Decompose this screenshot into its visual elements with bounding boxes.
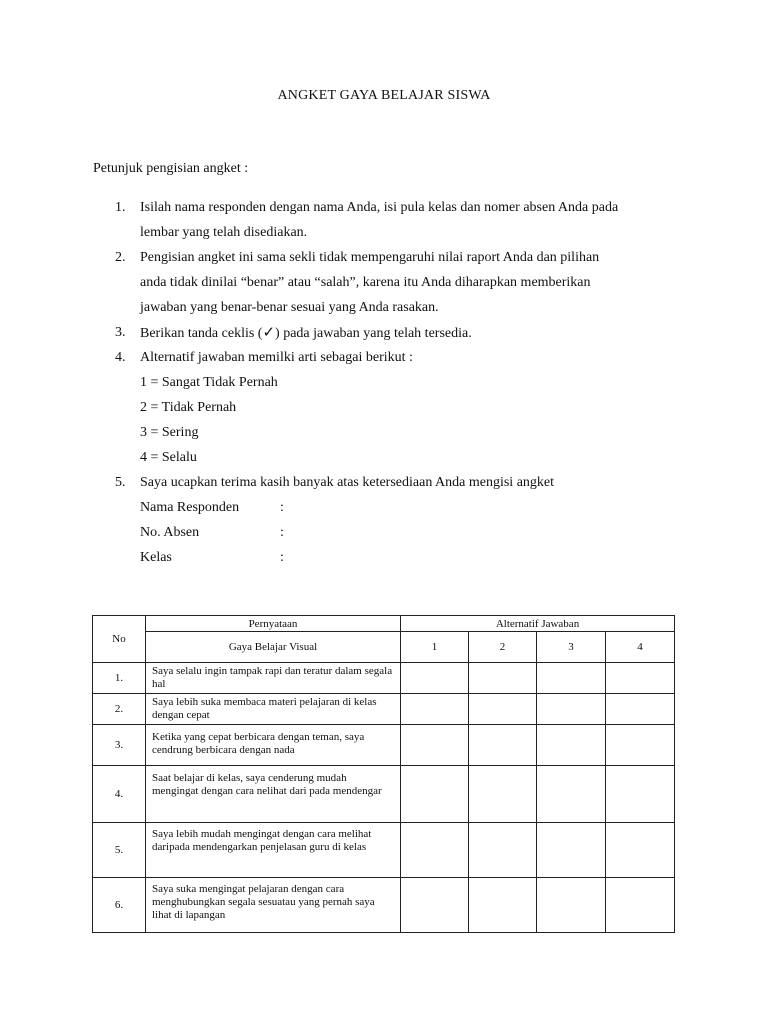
answer-cell-2[interactable] bbox=[469, 766, 537, 823]
instruction-text-before: Berikan tanda ceklis ( bbox=[140, 326, 263, 341]
answer-cell-1[interactable] bbox=[401, 766, 469, 823]
class-field[interactable] bbox=[140, 545, 693, 570]
row-number: 1. bbox=[93, 663, 146, 694]
instruction-list bbox=[93, 195, 693, 570]
answer-cell-4[interactable] bbox=[606, 725, 675, 766]
instruction-number: 3. bbox=[115, 325, 126, 340]
instruction-text: jawaban yang benar-benar sesuai yang Anda rasakan. bbox=[140, 300, 439, 315]
answer-option: 1 = Sangat Tidak Pernah bbox=[140, 375, 278, 390]
statement-column-header: Pernyataan bbox=[146, 616, 401, 632]
instruction-text: lembar yang telah disediakan. bbox=[140, 225, 308, 240]
statement-text: Saya selalu ingin tampak rapi dan teratur dalam segala hal bbox=[146, 663, 401, 694]
statement-text: Saya lebih suka membaca materi pelajaran di kelas dengan cepat bbox=[146, 694, 401, 725]
statement-text: Saat belajar di kelas, saya cenderung mudah mengingat dengan cara nelihat dari pada mendengar bbox=[146, 766, 401, 823]
instruction-text: Saya ucapkan terima kasih banyak atas ketersediaan Anda mengisi angket bbox=[140, 475, 555, 490]
answer-option: 4 = Selalu bbox=[140, 450, 197, 465]
scale-header-3: 3 bbox=[537, 632, 606, 663]
field-separator: : bbox=[280, 500, 284, 515]
instruction-item bbox=[93, 245, 693, 320]
respondent-name-field[interactable] bbox=[140, 495, 693, 520]
answer-cell-2[interactable] bbox=[469, 663, 537, 694]
answer-cell-2[interactable] bbox=[469, 694, 537, 725]
table-row bbox=[93, 694, 675, 725]
instruction-text: anda tidak dinilai “benar” atau “salah”, karena itu Anda diharapkan memberikan bbox=[140, 275, 591, 290]
field-label: No. Absen bbox=[140, 525, 200, 540]
row-number: 3. bbox=[93, 725, 146, 766]
answer-cell-2[interactable] bbox=[469, 878, 537, 933]
checkmark-icon: ✓ bbox=[262, 323, 276, 341]
statement-text: Ketika yang cepat berbicara dengan teman, saya cendrung berbicara dengan nada bbox=[146, 725, 401, 766]
instructions-intro: Petunjuk pengisian angket : bbox=[93, 161, 249, 176]
row-number: 2. bbox=[93, 694, 146, 725]
instruction-item bbox=[93, 320, 693, 345]
questionnaire-table bbox=[92, 615, 675, 933]
instruction-number: 4. bbox=[115, 350, 126, 365]
answer-cell-3[interactable] bbox=[537, 823, 606, 878]
scale-header-4: 4 bbox=[606, 632, 675, 663]
instruction-number: 1. bbox=[115, 200, 126, 215]
row-number: 4. bbox=[93, 766, 146, 823]
instruction-text bbox=[140, 320, 693, 345]
instruction-text: Pengisian angket ini sama sekli tidak mempengaruhi nilai raport Anda dan pilihan bbox=[140, 250, 600, 265]
instruction-item bbox=[93, 470, 693, 570]
answer-cell-3[interactable] bbox=[537, 878, 606, 933]
table-row bbox=[93, 725, 675, 766]
document-title: ANGKET GAYA BELAJAR SISWA bbox=[277, 88, 491, 103]
field-label: Nama Responden bbox=[140, 500, 240, 515]
instruction-text-after: ) pada jawaban yang telah tersedia. bbox=[275, 326, 472, 341]
answer-column-header: Alternatif Jawaban bbox=[401, 616, 675, 632]
field-separator: : bbox=[280, 525, 284, 540]
instruction-item bbox=[93, 345, 693, 470]
answer-cell-1[interactable] bbox=[401, 725, 469, 766]
table-row bbox=[93, 823, 675, 878]
scale-header-1: 1 bbox=[401, 632, 469, 663]
answer-cell-1[interactable] bbox=[401, 694, 469, 725]
instruction-number: 2. bbox=[115, 250, 126, 265]
instruction-text: Alternatif jawaban memilki arti sebagai berikut : bbox=[140, 350, 413, 365]
answer-cell-4[interactable] bbox=[606, 766, 675, 823]
instruction-number: 5. bbox=[115, 475, 126, 490]
statement-text: Saya lebih mudah mengingat dengan cara melihat daripada mendengarkan penjelasan guru di kelas bbox=[146, 823, 401, 878]
row-number: 5. bbox=[93, 823, 146, 878]
instruction-text: Isilah nama responden dengan nama Anda, isi pula kelas dan nomer absen Anda pada bbox=[140, 200, 619, 215]
table-row bbox=[93, 663, 675, 694]
table-row bbox=[93, 766, 675, 823]
answer-cell-3[interactable] bbox=[537, 663, 606, 694]
row-number: 6. bbox=[93, 878, 146, 933]
answer-cell-4[interactable] bbox=[606, 878, 675, 933]
answer-cell-2[interactable] bbox=[469, 725, 537, 766]
answer-cell-3[interactable] bbox=[537, 725, 606, 766]
instruction-item bbox=[93, 195, 693, 245]
field-label: Kelas bbox=[140, 550, 172, 565]
field-separator: : bbox=[280, 550, 284, 565]
no-column-header: No bbox=[93, 616, 146, 663]
scale-header-2: 2 bbox=[469, 632, 537, 663]
statement-text: Saya suka mengingat pelajaran dengan cara menghubungkan segala sesuatau yang pernah saya lihat di lapangan bbox=[146, 878, 401, 933]
answer-option: 2 = Tidak Pernah bbox=[140, 400, 237, 415]
answer-cell-2[interactable] bbox=[469, 823, 537, 878]
answer-cell-3[interactable] bbox=[537, 694, 606, 725]
answer-cell-1[interactable] bbox=[401, 663, 469, 694]
answer-cell-1[interactable] bbox=[401, 823, 469, 878]
answer-cell-4[interactable] bbox=[606, 694, 675, 725]
answer-cell-3[interactable] bbox=[537, 766, 606, 823]
answer-cell-1[interactable] bbox=[401, 878, 469, 933]
absence-number-field[interactable] bbox=[140, 520, 693, 545]
table-row bbox=[93, 878, 675, 933]
category-header: Gaya Belajar Visual bbox=[146, 632, 401, 663]
answer-option: 3 = Sering bbox=[140, 425, 199, 440]
answer-cell-4[interactable] bbox=[606, 663, 675, 694]
answer-cell-4[interactable] bbox=[606, 823, 675, 878]
